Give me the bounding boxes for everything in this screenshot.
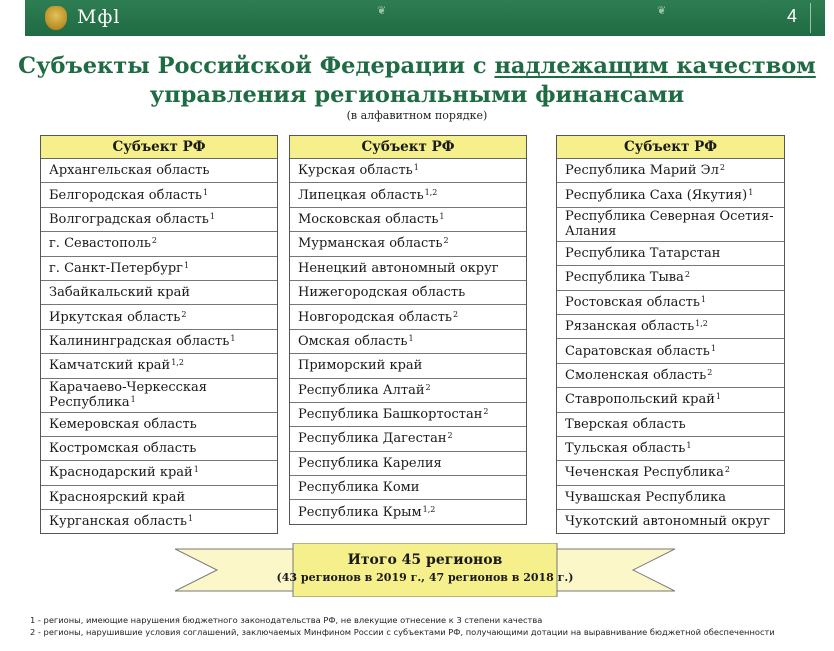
table-row — [290, 232, 526, 256]
footnote-marker: 1,2 — [424, 187, 438, 197]
region-cell — [290, 183, 526, 207]
total-banner — [175, 543, 675, 597]
table-row — [41, 412, 277, 436]
region-name: Липецкая область — [298, 187, 424, 203]
region-cell — [41, 329, 277, 353]
table-row — [290, 280, 526, 304]
regions-table-3 — [556, 135, 785, 534]
table-row — [41, 280, 277, 304]
region-cell — [557, 412, 784, 436]
region-name: Саратовская область — [565, 343, 710, 359]
region-cell — [41, 412, 277, 436]
decor-icon: ❦ — [657, 4, 667, 17]
table-row — [557, 314, 784, 338]
region-name: Чукотский автономный округ — [565, 514, 770, 530]
footnote-2: 2 - регионы, нарушившие условия соглашений, заключаемых Минфином России с субъектами РФ, получающими дотации на выравнивание бюджетной обеспеченности — [30, 627, 775, 637]
region-name: Чеченская Республика — [565, 465, 724, 481]
table-row — [41, 485, 277, 509]
table-row — [290, 500, 526, 524]
region-name: Ростовская область — [565, 294, 700, 310]
region-cell — [41, 280, 277, 304]
region-name: Карачаево-Черкесская Республика — [49, 380, 207, 411]
region-cell — [557, 241, 784, 265]
region-name: Республика Дагестан — [298, 431, 447, 447]
region-name: Рязанская область — [565, 319, 695, 335]
table-row — [557, 290, 784, 314]
column-header: Субъект РФ — [290, 136, 526, 159]
region-name: Камчатский край — [49, 358, 171, 374]
footnote-1: 1 - регионы, имеющие нарушения бюджетного законодательства РФ, не влекущие отнесение к 3 степени качества — [30, 615, 543, 625]
coat-of-arms-icon — [45, 6, 67, 30]
footnote-marker: 1 — [230, 333, 236, 343]
region-name: Тверская область — [565, 416, 686, 432]
region-cell — [557, 388, 784, 412]
decor-icon: ❦ — [377, 4, 387, 17]
footnote-marker: 2 — [447, 431, 453, 441]
footnote-marker: 1 — [184, 260, 190, 270]
column-header: Субъект РФ — [557, 136, 784, 159]
region-name: Республика Татарстан — [565, 245, 721, 261]
region-cell — [290, 402, 526, 426]
total-count: Итого 45 регионов — [347, 552, 503, 568]
region-name: Костромская область — [49, 441, 197, 457]
header-bar — [25, 0, 825, 36]
region-cell — [41, 510, 277, 534]
region-name: Кемеровская область — [49, 416, 197, 432]
region-cell — [41, 232, 277, 256]
region-cell — [290, 159, 526, 183]
region-cell — [290, 500, 526, 524]
table-row — [41, 354, 277, 378]
region-cell — [557, 436, 784, 460]
footnote-marker: 1 — [203, 187, 209, 197]
region-name: Республика Башкортостан — [298, 407, 483, 423]
region-cell — [557, 485, 784, 509]
table-row — [41, 232, 277, 256]
region-cell — [557, 339, 784, 363]
footnote-marker: 2 — [181, 309, 187, 319]
table-row — [557, 159, 784, 183]
divider — [810, 3, 811, 33]
region-cell — [290, 427, 526, 451]
table-row — [557, 461, 784, 485]
footnote-marker: 1,2 — [422, 504, 436, 514]
region-name: Республика Саха (Якутия) — [565, 187, 748, 203]
region-cell — [41, 305, 277, 329]
region-name: Красноярский край — [49, 489, 186, 505]
region-name: Тульская область — [565, 441, 686, 457]
table-row — [557, 436, 784, 460]
table-row — [290, 451, 526, 475]
title-line2: управления региональными финансами — [149, 82, 685, 108]
region-cell — [290, 354, 526, 378]
table-row — [557, 183, 784, 207]
region-name: г. Санкт-Петербург — [49, 260, 183, 276]
region-name: Мурманская область — [298, 236, 443, 252]
table-row — [557, 485, 784, 509]
table-row — [41, 461, 277, 485]
region-cell — [290, 329, 526, 353]
region-name: Республика Алтай — [298, 382, 425, 398]
region-cell — [290, 280, 526, 304]
footnote-marker: 1 — [209, 211, 215, 221]
region-name: Республика Марий Эл — [565, 163, 719, 179]
regions-table-1 — [40, 135, 278, 534]
table-row — [557, 207, 784, 241]
page-number: 4 — [786, 6, 797, 26]
table-row — [290, 256, 526, 280]
region-cell — [41, 436, 277, 460]
region-name: Новгородская область — [298, 309, 452, 325]
regions-table-grid — [290, 136, 526, 524]
region-cell — [557, 461, 784, 485]
region-cell — [290, 256, 526, 280]
region-name: Забайкальский край — [49, 285, 191, 301]
region-cell — [290, 305, 526, 329]
footnote-marker: 2 — [707, 367, 713, 377]
table-row — [290, 159, 526, 183]
region-cell — [41, 159, 277, 183]
region-name: Омская область — [298, 333, 408, 349]
footnote-marker: 1 — [408, 333, 414, 343]
footnote-marker: 2 — [151, 236, 158, 246]
footnote-marker: 1 — [193, 465, 199, 475]
table-row — [290, 329, 526, 353]
region-name: Республика Крым — [298, 504, 422, 520]
region-cell — [557, 363, 784, 387]
footnote-marker: 1 — [700, 294, 706, 304]
table-row — [41, 305, 277, 329]
footnote-marker: 2 — [724, 465, 730, 475]
region-cell — [557, 290, 784, 314]
region-cell — [557, 207, 784, 241]
footnotes — [30, 614, 775, 638]
region-name: Калининградская область — [49, 333, 230, 349]
footnote-marker: 2 — [443, 236, 449, 246]
region-cell — [557, 510, 784, 534]
footnote-marker: 1,2 — [695, 319, 708, 329]
table-row — [557, 241, 784, 265]
table-row — [557, 412, 784, 436]
table-row — [290, 207, 526, 231]
region-name: Ставропольский край — [565, 392, 715, 408]
region-name: Чувашская Республика — [565, 489, 727, 505]
region-name: Республика Коми — [298, 480, 420, 496]
region-name: Смоленская область — [565, 367, 707, 383]
region-name: Республика Тыва — [565, 270, 684, 286]
region-cell — [41, 207, 277, 231]
footnote-marker: 1 — [710, 343, 716, 353]
footnote-marker: 2 — [684, 270, 690, 280]
table-row — [557, 388, 784, 412]
footnote-marker: 1 — [130, 395, 136, 405]
ministry-logo: Мфl — [77, 6, 121, 28]
table-row — [557, 510, 784, 534]
table-row — [41, 207, 277, 231]
region-name: Краснодарский край — [49, 465, 193, 481]
total-comparison: (43 регионов в 2019 г., 47 регионов в 2018 г.) — [276, 571, 574, 584]
region-cell — [41, 461, 277, 485]
page-title — [0, 52, 834, 110]
region-cell — [41, 485, 277, 509]
column-header: Субъект РФ — [41, 136, 277, 159]
title-line1: Субъекты Российской Федерации с — [18, 53, 495, 79]
footnote-marker: 1 — [715, 392, 722, 402]
region-cell — [41, 378, 277, 412]
table-row — [290, 476, 526, 500]
region-cell — [41, 354, 277, 378]
footnote-marker: 1 — [187, 514, 194, 524]
region-cell — [557, 159, 784, 183]
region-name: Волгоградская область — [49, 211, 209, 227]
region-cell — [290, 451, 526, 475]
title-line1-underlined: надлежащим качеством — [494, 53, 816, 79]
table-row — [41, 183, 277, 207]
region-cell — [290, 476, 526, 500]
table-row — [41, 159, 277, 183]
table-row — [290, 354, 526, 378]
region-name: Архангельская область — [49, 163, 210, 179]
footnote-marker: 1 — [439, 211, 445, 221]
region-cell — [41, 183, 277, 207]
region-name: Приморский край — [298, 358, 423, 374]
regions-table-2 — [289, 135, 527, 525]
footnote-marker: 2 — [719, 163, 725, 173]
region-cell — [290, 207, 526, 231]
region-name: Нижегородская область — [298, 285, 466, 301]
table-row — [290, 402, 526, 426]
table-row — [41, 436, 277, 460]
table-row — [41, 329, 277, 353]
table-row — [41, 378, 277, 412]
footnote-marker: 2 — [452, 309, 459, 319]
table-row — [290, 378, 526, 402]
region-name: Республика Карелия — [298, 455, 442, 471]
region-name: Ненецкий автономный округ — [298, 260, 499, 276]
region-cell — [290, 232, 526, 256]
region-name: Белгородская область — [49, 187, 202, 203]
footnote-marker: 1 — [413, 163, 419, 173]
region-cell — [557, 314, 784, 338]
region-name: Московская область — [298, 211, 439, 227]
footnote-marker: 1,2 — [171, 358, 184, 368]
region-cell — [557, 266, 784, 290]
table-row — [290, 183, 526, 207]
regions-table-grid — [41, 136, 277, 533]
table-row — [41, 510, 277, 534]
region-cell — [290, 378, 526, 402]
table-row — [290, 427, 526, 451]
table-row — [290, 305, 526, 329]
regions-table-grid — [557, 136, 784, 533]
region-cell — [557, 183, 784, 207]
table-row — [557, 266, 784, 290]
region-name: Курская область — [298, 163, 413, 179]
table-row — [41, 256, 277, 280]
footnote-marker: 2 — [483, 407, 489, 417]
table-row — [557, 339, 784, 363]
footnote-marker: 1 — [748, 187, 754, 197]
region-name: Курганская область — [49, 514, 187, 530]
page-subtitle: (в алфавитном порядке) — [346, 109, 488, 122]
region-name: г. Севастополь — [49, 236, 151, 252]
region-name: Республика Северная Осетия-Алания — [565, 209, 774, 240]
footnote-marker: 1 — [686, 441, 692, 451]
region-name: Иркутская область — [49, 309, 181, 325]
table-row — [557, 363, 784, 387]
region-cell — [41, 256, 277, 280]
footnote-marker: 2 — [425, 382, 431, 392]
